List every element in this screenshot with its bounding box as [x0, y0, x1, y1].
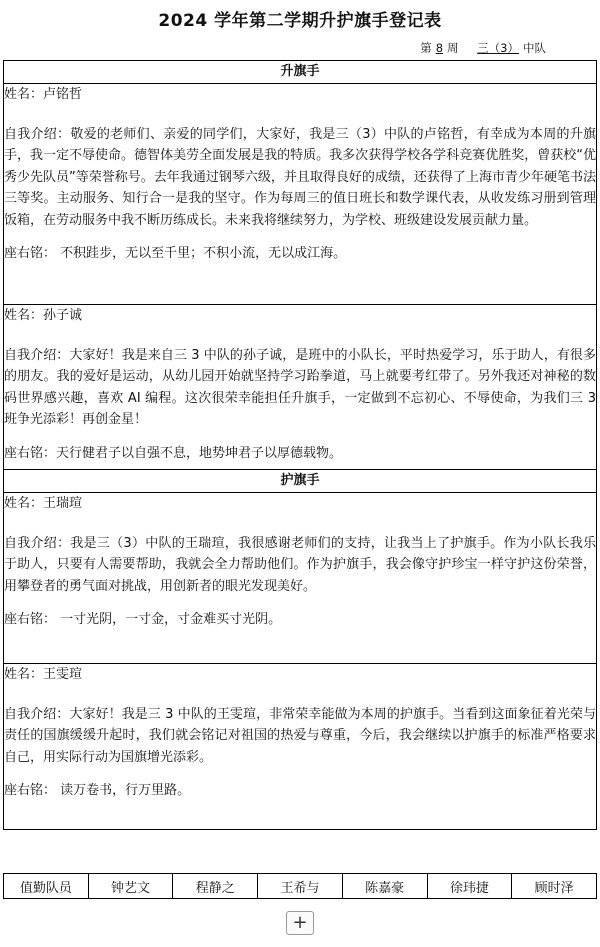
intro-label: 自我介绍： [4, 706, 70, 722]
motto-label: 座右铭： [4, 445, 57, 461]
registration-table [3, 60, 597, 830]
page-title: 2024 学年第二学期升护旗手登记表 [158, 11, 442, 31]
week-prefix: 第 [420, 41, 432, 55]
duty-member: 钟艺文 [88, 874, 173, 899]
intro-row [4, 704, 596, 769]
class-name: 三（3） [477, 41, 519, 55]
motto-text: 不积跬步，无以至千里；不积小流，无以成江海。 [56, 246, 347, 261]
intro-text: 大家好！我是来自三 3 中队的孙子诚，是班中的小队长，平时热爱学习，乐于助人，有很多的朋友。我的爱好是运动，从幼儿园开始就坚持学习跆拳道，马上就要考红带了。另外我还对神秘的数码世界感兴趣，喜欢 AI 编程。这次很荣幸能担任升旗手，一定做到不忘初心、不辱使命，为我们三 3 班争光添彩！再创金星！ [4, 347, 596, 427]
name-row [4, 493, 596, 515]
intro-text: 大家好！我是三 3 中队的王雯瑄，非常荣幸能做为本周的护旗手。当看到这面象征着光荣与责任的国旗缓缓升起时，我们就会铭记对祖国的热爱与尊重，今后，我会继续以护旗手的标准严格要求自己，用实际行动为国旗增光添彩。 [4, 706, 596, 765]
motto-row [4, 609, 596, 631]
motto-text: 天行健君子以自强不息，地势坤君子以厚德载物。 [56, 445, 343, 461]
name-label: 姓名： [4, 87, 44, 102]
section-flag-raiser: 升旗手 [4, 61, 597, 84]
name-row [4, 84, 596, 106]
section-flag-guard: 护旗手 [4, 470, 597, 493]
duty-label: 值勤队员 [4, 874, 89, 899]
squad-suffix: 中队 [523, 41, 546, 55]
guard-entry-1 [4, 493, 597, 664]
motto-text: 一寸光阴，一寸金，寸金难买寸光阴。 [56, 612, 282, 627]
name-label: 姓名： [4, 308, 44, 323]
intro-row [4, 124, 596, 232]
duty-members-table [3, 873, 597, 899]
name-row [4, 664, 596, 686]
student-name: 孙子诚 [43, 308, 83, 323]
name-label: 姓名： [4, 667, 44, 682]
intro-text: 我是三（3）中队的王瑞瑄，我很感谢老师们的支持，让我当上了护旗手。作为小队长我乐于助人，只要有人需要帮助，我就会全力帮助他们。作为护旗手，我会像守护珍宝一样守护这份荣誉，用攀登者的勇气面对挑战，用创新者的眼光发现美好。 [4, 535, 596, 594]
student-name: 王雯瑄 [43, 667, 83, 682]
motto-label: 座右铭： [4, 246, 57, 261]
intro-label: 自我介绍： [4, 347, 70, 363]
intro-label: 自我介绍： [4, 126, 71, 142]
week-number: 8 [435, 41, 444, 55]
intro-row [4, 533, 596, 598]
raiser-entry-1 [4, 84, 597, 305]
intro-label: 自我介绍： [4, 535, 71, 551]
guard-entry-2 [4, 664, 597, 830]
week-class-line [420, 40, 546, 56]
intro-text: 敬爱的老师们、亲爱的同学们，大家好，我是三（3）中队的卢铭哲，有幸成为本周的升旗手，我一定不辱使命。德智体美劳全面发展是我的特质。我多次获得学校各学科竞赛优胜奖，曾获校“优秀少先队员”等荣誉称号。去年我通过钢琴六级，并且取得良好的成绩，还获得了上海市青少年硬笔书法三等奖。主动服务、知行合一是我的坚守。作为每周三的值日班长和数学课代表，从收发练习册到管理饭箱，在劳动服务中我不断历练成长。未来我将继续努力，为学校、班级建设发展贡献力量。 [4, 126, 596, 228]
duty-member: 王希与 [258, 874, 343, 899]
raiser-entry-2 [4, 305, 597, 470]
motto-label: 座右铭： [4, 612, 57, 627]
duty-member: 顾时泽 [512, 874, 597, 899]
name-row [4, 305, 596, 327]
motto-row [4, 443, 596, 465]
duty-member: 程静之 [173, 874, 258, 899]
add-row-button[interactable]: + [286, 911, 314, 935]
duty-member: 陈嘉豪 [342, 874, 427, 899]
duty-member: 徐玮捷 [427, 874, 512, 899]
student-name: 卢铭哲 [43, 87, 83, 102]
name-label: 姓名： [4, 496, 44, 511]
intro-row [4, 345, 596, 431]
week-suffix: 周 [447, 41, 459, 55]
motto-label: 座右铭： [4, 783, 57, 798]
motto-row [4, 243, 596, 265]
motto-row [4, 780, 596, 802]
motto-text: 读万卷书，行万里路。 [56, 783, 191, 798]
student-name: 王瑞瑄 [43, 496, 83, 511]
